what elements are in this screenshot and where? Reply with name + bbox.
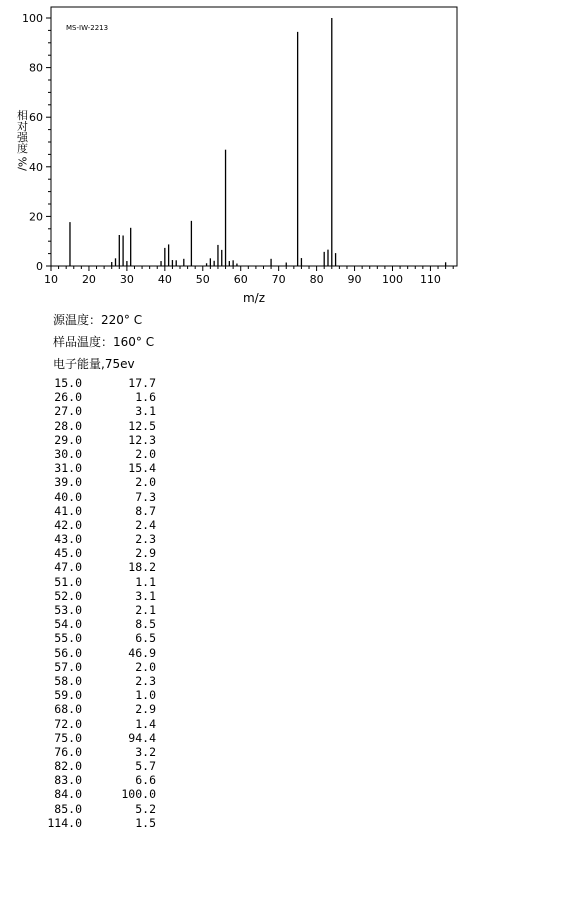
peak-mz: 40.0: [54, 489, 82, 504]
peak-row: [40, 759, 170, 773]
peak-mz: 42.0: [54, 517, 82, 532]
peak-row: [40, 589, 170, 603]
peak-mz: 15.0: [54, 376, 82, 390]
x-tick-label: 60: [233, 273, 248, 286]
x-tick-label: 50: [195, 273, 210, 286]
x-tick-label: 80: [309, 273, 324, 286]
peak-mz: 84.0: [54, 787, 82, 802]
mass-spectrum-chart: [0, 0, 570, 310]
x-tick-label: 70: [271, 273, 286, 286]
peak-row: [40, 617, 170, 631]
peak-mz: 72.0: [54, 716, 82, 731]
x-tick-label: 30: [119, 273, 134, 286]
peak-mz: 52.0: [54, 588, 82, 603]
peak-row: [40, 560, 170, 574]
peak-abundance: 46.9: [128, 645, 156, 660]
x-tick-label: 10: [44, 273, 58, 286]
peak-abundance: 2.0: [135, 446, 156, 461]
peak-mz: 28.0: [54, 418, 82, 433]
peak-abundance: 3.1: [135, 404, 156, 419]
peak-abundance: 2.1: [135, 603, 156, 617]
peak-abundance: 2.0: [135, 475, 156, 490]
peak-abundance: 12.5: [128, 418, 156, 433]
x-tick-label: 110: [419, 273, 441, 286]
peak-row: [40, 787, 170, 801]
peak-row: [40, 816, 170, 830]
peak-abundance: 1.0: [135, 688, 156, 703]
peak-mz: 43.0: [54, 532, 82, 547]
peak-row: [40, 518, 170, 532]
peak-row: [40, 631, 170, 645]
peak-abundance: 8.5: [135, 617, 156, 632]
peak-row: [40, 490, 170, 504]
peak-abundance: 3.1: [135, 588, 156, 603]
peak-row: [40, 688, 170, 702]
peak-abundance: 1.5: [135, 815, 156, 830]
peak-mz: 41.0: [54, 503, 82, 518]
peak-row: [40, 461, 170, 475]
peak-mz: 114.0: [47, 815, 82, 830]
y-tick-label: 60: [29, 111, 43, 125]
sample-temperature: 样品温度：160° C: [53, 335, 155, 349]
peak-mz: 30.0: [54, 446, 82, 461]
peak-row: [40, 674, 170, 688]
peak-abundance: 94.4: [128, 730, 156, 745]
peak-mz: 55.0: [54, 631, 82, 646]
peak-row: [40, 376, 170, 390]
peak-row: [40, 745, 170, 759]
peak-row: [40, 447, 170, 461]
peak-row: [40, 546, 170, 560]
electron-energy: 电子能量,75ev: [53, 357, 135, 371]
peak-abundance: 15.4: [128, 461, 156, 476]
peak-abundance: 2.9: [135, 546, 156, 561]
x-tick-label: 100: [381, 273, 403, 286]
peak-mz: 58.0: [54, 673, 82, 688]
spectrum-bars: [70, 18, 446, 266]
peak-abundance: 18.2: [128, 560, 156, 575]
y-tick-label: 20: [29, 210, 43, 224]
peak-abundance: 2.9: [135, 702, 156, 717]
peak-abundance: 12.3: [128, 432, 156, 447]
peak-abundance: 2.3: [135, 673, 156, 688]
peak-row: [40, 575, 170, 589]
peak-abundance: 17.7: [128, 376, 156, 390]
peak-abundance: 8.7: [135, 503, 156, 518]
peak-mz: 59.0: [54, 688, 82, 703]
peak-row: [40, 433, 170, 447]
y-tick-label: 80: [29, 61, 43, 75]
peak-mz: 75.0: [54, 730, 82, 745]
peak-abundance: 1.4: [135, 716, 156, 731]
peak-mz: 83.0: [54, 773, 82, 788]
peak-row: [40, 603, 170, 617]
peak-abundance: 6.6: [135, 773, 156, 788]
x-axis-ticks: [44, 266, 453, 286]
peak-mz: 85.0: [54, 801, 82, 816]
peak-row: [40, 419, 170, 433]
peak-abundance: 2.3: [135, 532, 156, 547]
y-tick-label: 40: [29, 160, 43, 174]
peak-mz: 56.0: [54, 645, 82, 660]
peak-row: [40, 773, 170, 787]
peak-row: [40, 504, 170, 518]
peak-row: [40, 660, 170, 674]
peak-row: [40, 646, 170, 660]
peak-abundance: 2.4: [135, 517, 156, 532]
peak-row: [40, 475, 170, 489]
chart-title: MS-IW-2213: [66, 24, 109, 32]
y-axis-label: 相对强度 %/: [15, 109, 29, 171]
x-tick-label: 90: [347, 273, 362, 286]
peak-row: [40, 404, 170, 418]
peak-mz: 76.0: [54, 744, 82, 759]
y-tick-label: 100: [22, 12, 43, 25]
peak-abundance: 2.0: [135, 659, 156, 674]
source-temperature: 源温度：220° C: [53, 313, 143, 327]
peak-mz: 31.0: [54, 461, 82, 476]
peak-mz: 39.0: [54, 475, 82, 490]
peak-abundance: 100.0: [121, 787, 156, 802]
peak-abundance: 5.7: [135, 759, 156, 774]
peak-row: [40, 717, 170, 731]
peak-abundance: 1.6: [135, 390, 156, 405]
peak-row: [40, 390, 170, 404]
plot-frame: [51, 7, 457, 266]
peak-abundance: 7.3: [135, 489, 156, 504]
peak-mz: 47.0: [54, 560, 82, 575]
x-tick-label: 40: [157, 273, 172, 286]
peak-row: [40, 802, 170, 816]
peak-mz: 51.0: [54, 574, 82, 589]
peak-row: [40, 731, 170, 745]
peak-mz: 54.0: [54, 617, 82, 632]
peak-row: [40, 532, 170, 546]
peak-mz: 26.0: [54, 390, 82, 405]
peak-mz: 29.0: [54, 432, 82, 447]
peak-mz: 53.0: [54, 603, 82, 617]
peak-mz: 68.0: [54, 702, 82, 717]
peak-abundance: 5.2: [135, 801, 156, 816]
x-tick-label: 20: [81, 273, 96, 286]
peak-mz: 27.0: [54, 404, 82, 419]
peak-mz: 57.0: [54, 659, 82, 674]
peak-abundance: 3.2: [135, 744, 156, 759]
peak-table: [40, 376, 170, 830]
peak-abundance: 1.1: [135, 574, 156, 589]
peak-abundance: 6.5: [135, 631, 156, 646]
peak-mz: 82.0: [54, 759, 82, 774]
peak-row: [40, 702, 170, 716]
peak-mz: 45.0: [54, 546, 82, 561]
y-tick-label: 0: [36, 260, 43, 273]
x-axis-label: m/z: [242, 291, 266, 305]
